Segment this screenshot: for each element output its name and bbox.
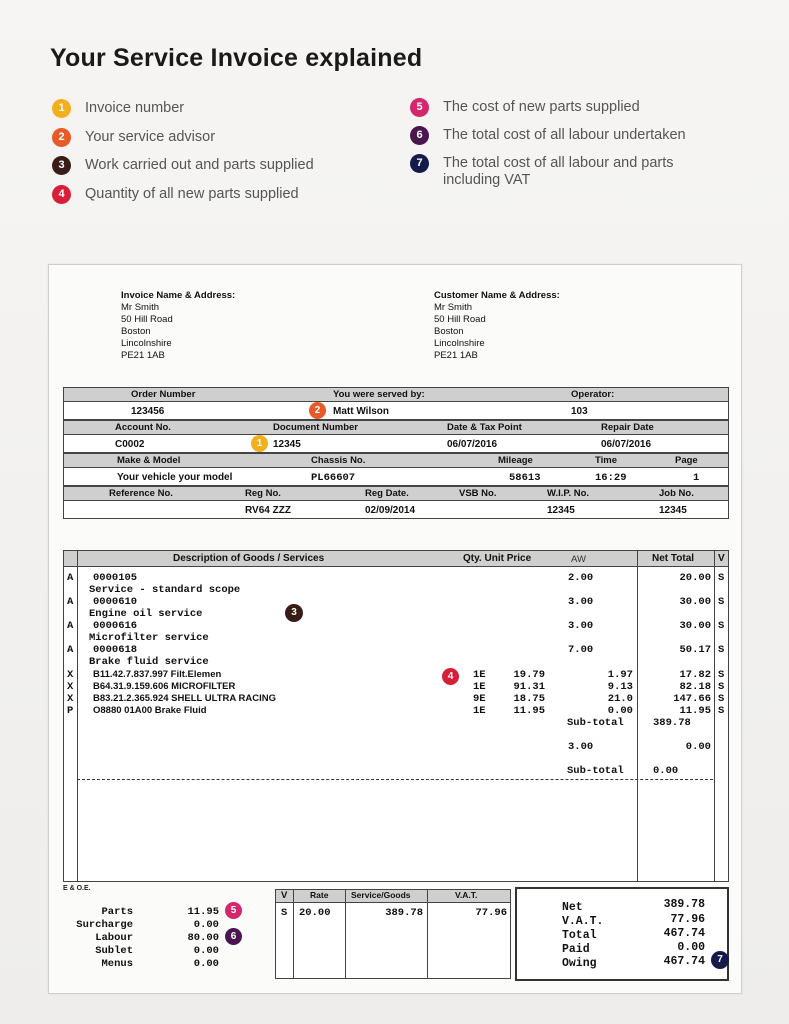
make-model-label: Make & Model xyxy=(117,455,181,466)
part-code: X xyxy=(67,693,74,705)
badge-4-icon: 4 xyxy=(442,668,459,685)
badge-6-icon: 6 xyxy=(410,126,429,145)
line-vat-code: S xyxy=(718,620,725,632)
account-label: Account No. xyxy=(115,422,171,433)
line-code: A xyxy=(67,596,74,608)
vat-row-goods: 389.78 xyxy=(385,907,423,919)
line-aw: 7.00 xyxy=(568,644,594,656)
badge-7-icon: 7 xyxy=(711,951,729,969)
address-line: Boston xyxy=(121,326,151,337)
part-unit-price: 11.95 xyxy=(513,705,545,717)
reg-date-value: 02/09/2014 xyxy=(365,505,416,516)
part-unit-price: 18.75 xyxy=(513,693,545,705)
extra-net: 0.00 xyxy=(685,741,711,753)
column-divider xyxy=(714,550,715,882)
badge-1-icon: 1 xyxy=(251,435,268,452)
reg-date-label: Reg Date. xyxy=(365,488,409,499)
chassis-label: Chassis No. xyxy=(311,455,366,466)
service-goods-header: Service/Goods xyxy=(351,890,411,900)
operator-value: 103 xyxy=(571,406,588,417)
address-line: Lincolnshire xyxy=(434,338,485,349)
totals-label: Owing xyxy=(562,957,597,970)
part-description: B64.31.9.159.606 MICROFILTER xyxy=(93,681,236,692)
time-label: Time xyxy=(595,455,618,466)
address-line: PE21 1AB xyxy=(121,350,165,361)
mileage-label: Mileage xyxy=(498,455,533,466)
time-value: 16:29 xyxy=(595,472,627,484)
summary-label: Parts xyxy=(101,906,133,918)
order-number-value: 123456 xyxy=(131,406,165,417)
subtotal-label: Sub-total xyxy=(567,717,624,729)
badge-3-icon: 3 xyxy=(285,604,303,622)
column-divider xyxy=(427,889,428,979)
wip-label: W.I.P. No. xyxy=(547,488,590,499)
summary-value: 0.00 xyxy=(193,958,219,970)
description-column-header: Description of Goods / Services xyxy=(173,553,325,564)
legend-text: The total cost of all labour undertaken xyxy=(443,127,686,143)
part-qty: 1E xyxy=(473,669,486,681)
wip-value: 12345 xyxy=(547,505,575,516)
line-aw: 3.00 xyxy=(568,620,594,632)
column-divider xyxy=(345,889,346,979)
eoe-note: E & O.E. xyxy=(63,885,91,892)
customer-address-heading: Customer Name & Address: xyxy=(434,290,560,301)
part-net: 17.82 xyxy=(679,669,711,681)
column-divider xyxy=(77,550,78,882)
net-total-column-header: Net Total xyxy=(652,553,695,564)
line-description: 0000618 xyxy=(93,644,138,656)
served-by-label: You were served by: xyxy=(333,389,425,400)
address-line: Boston xyxy=(434,326,464,337)
customer-address xyxy=(434,290,560,362)
summary-label: Labour xyxy=(95,932,133,944)
address-line: Lincolnshire xyxy=(121,338,172,349)
document-number-label: Document Number xyxy=(273,422,358,433)
job-no-label: Job No. xyxy=(659,488,694,499)
badge-5-icon: 5 xyxy=(225,902,242,919)
line-net: 20.00 xyxy=(679,572,711,584)
invoice-sheet xyxy=(48,264,742,994)
address-line: Mr Smith xyxy=(121,302,159,313)
vat-code-column-header: V xyxy=(718,553,725,564)
part-aw: 0.00 xyxy=(607,705,633,717)
part-vat-code: S xyxy=(718,705,725,717)
part-vat-code: S xyxy=(718,669,725,681)
page-value: 1 xyxy=(693,472,700,484)
subtotal2-label: Sub-total xyxy=(567,765,624,777)
address-line: 50 Hill Road xyxy=(434,314,486,325)
vat-row-vat: 77.96 xyxy=(475,907,507,919)
totals-value: 389.78 xyxy=(663,898,705,911)
repair-date-label: Repair Date xyxy=(601,422,654,433)
part-vat-code: S xyxy=(718,693,725,705)
address-line: Mr Smith xyxy=(434,302,472,313)
rate-header: Rate xyxy=(310,890,329,900)
summary-value: 0.00 xyxy=(193,919,219,931)
part-unit-price: 19.79 xyxy=(513,669,545,681)
line-net: 30.00 xyxy=(679,620,711,632)
part-net: 82.18 xyxy=(679,681,711,693)
totals-label: Total xyxy=(562,929,597,942)
part-net: 147.66 xyxy=(673,693,711,705)
badge-3-icon: 3 xyxy=(52,156,71,175)
vat-row-code: S xyxy=(281,907,288,919)
invoice-address xyxy=(121,290,235,362)
invoice-address-heading: Invoice Name & Address: xyxy=(121,290,236,301)
dashed-divider xyxy=(77,779,713,780)
badge-5-icon: 5 xyxy=(410,98,429,117)
legend-text: Quantity of all new parts supplied xyxy=(85,186,299,202)
part-description: B11.42.7.837.997 Filt.Elemen xyxy=(93,669,222,680)
part-aw: 9.13 xyxy=(607,681,633,693)
badge-7-icon: 7 xyxy=(410,154,429,173)
line-aw: 3.00 xyxy=(568,596,594,608)
part-description: B83.21.2.365.924 SHELL ULTRA RACING xyxy=(93,693,277,704)
address-line: 50 Hill Road xyxy=(121,314,173,325)
line-description: 0000105 xyxy=(93,572,138,584)
badge-2-icon: 2 xyxy=(52,128,71,147)
address-line: PE21 1AB xyxy=(434,350,478,361)
legend-text-line2: including VAT xyxy=(443,172,531,188)
line-code: A xyxy=(67,572,74,584)
summary-label: Sublet xyxy=(95,945,133,957)
line-code: A xyxy=(67,620,74,632)
line-description: 0000616 xyxy=(93,620,138,632)
legend-text: Invoice number xyxy=(85,100,185,116)
job-no-value: 12345 xyxy=(659,505,687,516)
totals-label: V.A.T. xyxy=(562,915,604,928)
legend-text: The total cost of all labour and parts xyxy=(443,155,674,171)
qty-price-column-header: Qty. Unit Price xyxy=(463,553,532,564)
summary-label: Surcharge xyxy=(76,919,133,931)
part-net: 11.95 xyxy=(679,705,711,717)
part-code: X xyxy=(67,669,74,681)
operator-label: Operator: xyxy=(571,389,615,400)
legend-text: Work carried out and parts supplied xyxy=(85,157,314,173)
totals-value: 467.74 xyxy=(663,955,705,968)
totals-value: 77.96 xyxy=(670,913,705,926)
date-tax-value: 06/07/2016 xyxy=(447,439,498,450)
line-vat-code: S xyxy=(718,644,725,656)
document-number-value: 12345 xyxy=(273,439,301,450)
summary-value: 11.95 xyxy=(187,906,219,918)
line-description: 0000610 xyxy=(93,596,138,608)
legend-text: Your service advisor xyxy=(85,129,216,145)
aw-column-header: AW xyxy=(571,554,586,565)
badge-4-icon: 4 xyxy=(52,185,71,204)
line-vat-code: S xyxy=(718,572,725,584)
mileage-value: 58613 xyxy=(509,472,541,484)
column-divider xyxy=(293,889,294,979)
line-description: Service - standard scope xyxy=(89,584,241,596)
account-value: C0002 xyxy=(115,439,145,450)
order-number-label: Order Number xyxy=(131,389,196,400)
part-qty: 9E xyxy=(473,693,486,705)
date-tax-label: Date & Tax Point xyxy=(447,422,522,433)
part-aw: 1.97 xyxy=(607,669,633,681)
lines-table-header xyxy=(63,550,729,567)
totals-value: 467.74 xyxy=(663,927,705,940)
extra-aw: 3.00 xyxy=(568,741,594,753)
served-by-value: Matt Wilson xyxy=(333,406,390,417)
reg-no-value: RV64 ZZZ xyxy=(245,505,291,516)
vsb-label: VSB No. xyxy=(459,488,497,499)
reference-label: Reference No. xyxy=(109,488,173,499)
line-vat-code: S xyxy=(718,596,725,608)
badge-2-icon: 2 xyxy=(309,402,326,419)
part-description: O8880 01A00 Brake Fluid xyxy=(93,705,207,716)
part-qty: 1E xyxy=(473,705,486,717)
line-description: Engine oil service xyxy=(89,608,203,620)
badge-1-icon: 1 xyxy=(52,99,71,118)
summary-label: Menus xyxy=(101,958,133,970)
legend-text: The cost of new parts supplied xyxy=(443,99,640,115)
vat-row-rate: 20.00 xyxy=(299,907,331,919)
summary-value: 0.00 xyxy=(193,945,219,957)
reg-no-label: Reg No. xyxy=(245,488,281,499)
badge-6-icon: 6 xyxy=(225,928,242,945)
line-code: A xyxy=(67,644,74,656)
summary-value: 80.00 xyxy=(187,932,219,944)
page-title: Your Service Invoice explained xyxy=(50,44,423,72)
totals-label: Paid xyxy=(562,943,590,956)
part-unit-price: 91.31 xyxy=(513,681,545,693)
vat-code-header: V xyxy=(281,890,288,901)
line-aw: 2.00 xyxy=(568,572,594,584)
part-vat-code: S xyxy=(718,681,725,693)
make-model-value: Your vehicle your model xyxy=(117,472,233,483)
column-divider xyxy=(637,550,638,882)
part-code: X xyxy=(67,681,74,693)
totals-value: 0.00 xyxy=(677,941,705,954)
part-qty: 1E xyxy=(473,681,486,693)
totals-label: Net xyxy=(562,901,583,914)
part-code: P xyxy=(67,705,74,717)
chassis-value: PL66607 xyxy=(311,472,356,484)
line-description: Microfilter service xyxy=(89,632,209,644)
page-label: Page xyxy=(675,455,698,466)
repair-date-value: 06/07/2016 xyxy=(601,439,652,450)
subtotal2-value: 0.00 xyxy=(653,765,679,777)
subtotal-value: 389.78 xyxy=(653,717,691,729)
part-aw: 21.0 xyxy=(607,693,633,705)
line-net: 30.00 xyxy=(679,596,711,608)
line-net: 50.17 xyxy=(679,644,711,656)
vat-header: V.A.T. xyxy=(455,890,478,900)
line-description: Brake fluid service xyxy=(89,656,209,668)
